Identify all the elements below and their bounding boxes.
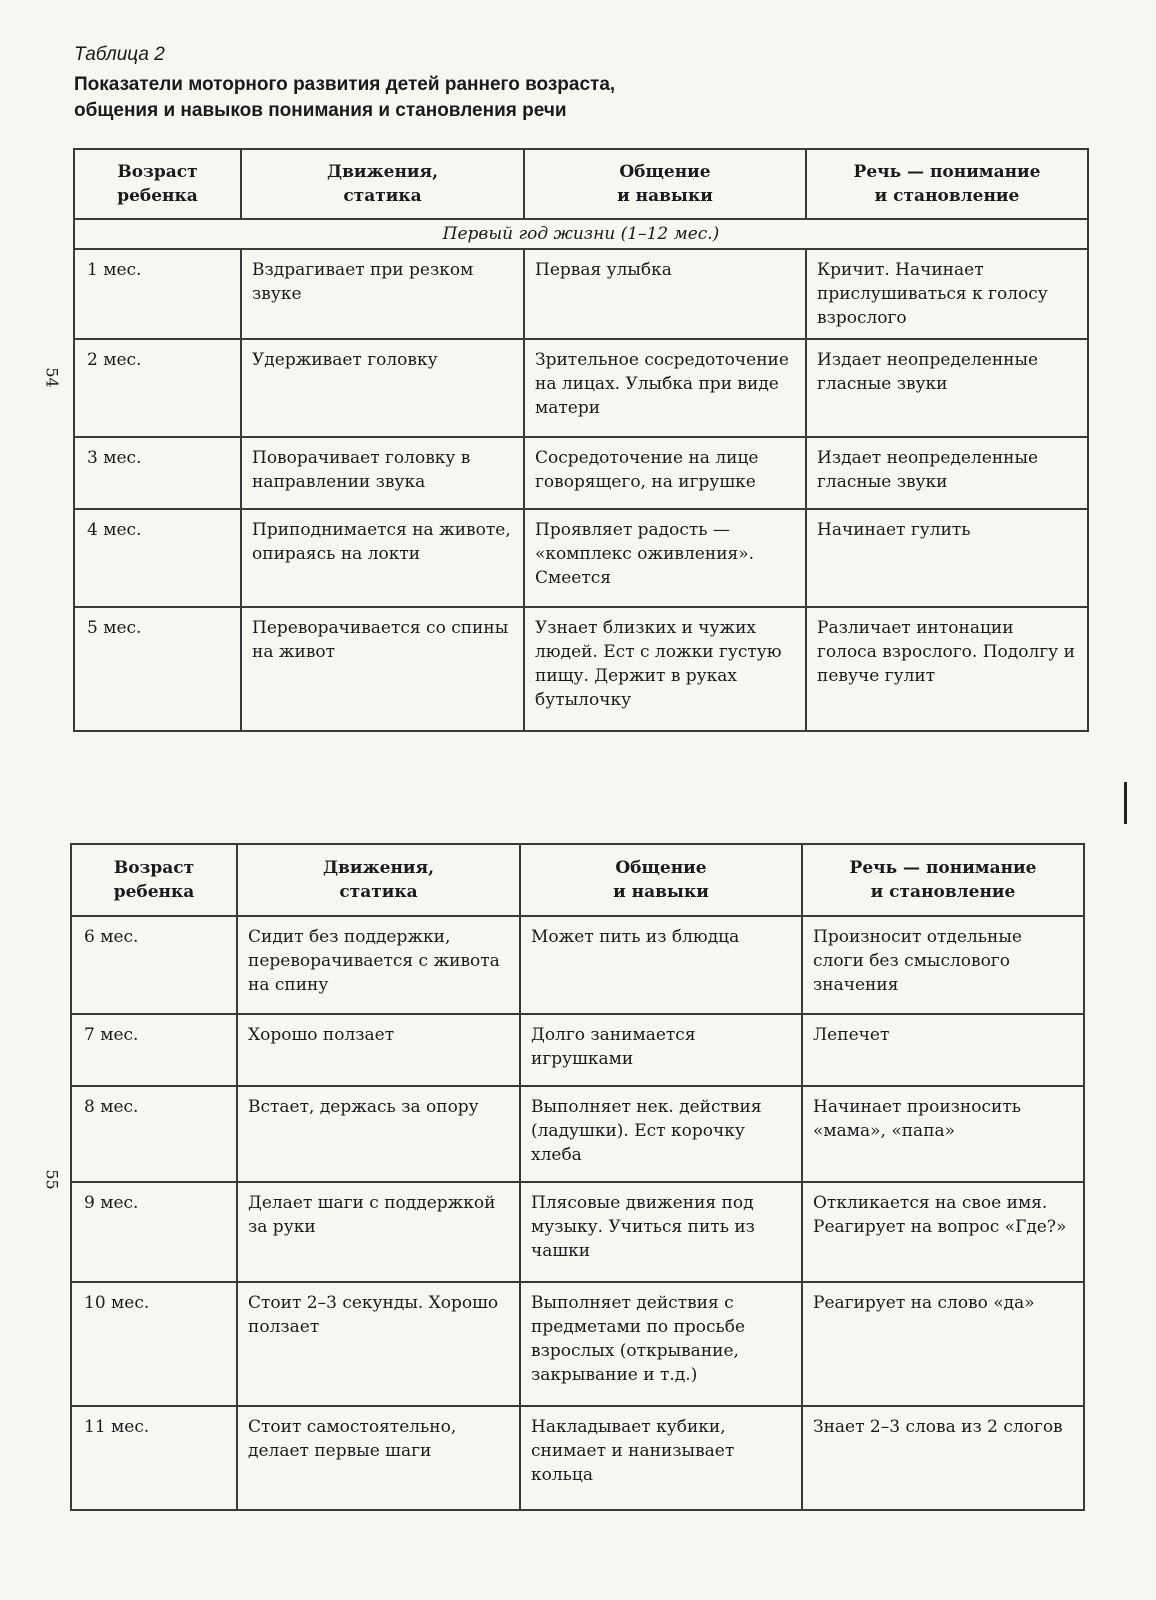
table-row bbox=[74, 339, 1088, 437]
header-movement: Движения, статика bbox=[241, 149, 524, 219]
table-row bbox=[71, 1182, 1084, 1282]
header-movement: Движения, статика bbox=[237, 844, 520, 916]
margin-mark bbox=[1124, 782, 1127, 824]
cell-communication: Первая улыбка bbox=[524, 249, 806, 339]
cell-communication: Долго занимается игрушками bbox=[520, 1014, 802, 1086]
cell-movement: Стоит самостоятельно, делает первые шаги bbox=[237, 1406, 520, 1510]
cell-movement: Хорошо ползает bbox=[237, 1014, 520, 1086]
cell-communication: Накладывает кубики, снимает и нанизывает кольца bbox=[520, 1406, 802, 1510]
cell-speech: Издает неопределенные гласные звуки bbox=[806, 437, 1088, 509]
cell-speech: Различает интонации голоса взрослого. Подолгу и певуче гулит bbox=[806, 607, 1088, 731]
cell-age: 4 мес. bbox=[74, 509, 241, 607]
header-communication: Общение и навыки bbox=[520, 844, 802, 916]
header-communication: Общение и навыки bbox=[524, 149, 806, 219]
cell-communication: Узнает близких и чужих людей. Ест с ложки густую пищу. Держит в руках бутылочку bbox=[524, 607, 806, 731]
title-line: Показатели моторного развития детей раннего возраста, bbox=[74, 74, 616, 95]
cell-communication: Выполняет нек. действия (ладушки). Ест корочку хлеба bbox=[520, 1086, 802, 1182]
cell-movement: Стоит 2–3 секунды. Хорошо ползает bbox=[237, 1282, 520, 1406]
table-row bbox=[74, 607, 1088, 731]
header-age: Возраст ребенка bbox=[74, 149, 241, 219]
cell-speech: Откликается на свое имя. Реагирует на вопрос «Где?» bbox=[802, 1182, 1084, 1282]
table-row bbox=[71, 1086, 1084, 1182]
table-row bbox=[71, 916, 1084, 1014]
table-title bbox=[74, 72, 774, 124]
cell-communication: Плясовые движения под музыку. Учиться пить из чашки bbox=[520, 1182, 802, 1282]
cell-speech: Знает 2–3 слова из 2 слогов bbox=[802, 1406, 1084, 1510]
table-row bbox=[71, 1406, 1084, 1510]
table-row bbox=[74, 249, 1088, 339]
cell-speech: Произносит отдельные слоги без смыслового значения bbox=[802, 916, 1084, 1014]
table-row bbox=[74, 509, 1088, 607]
cell-communication: Может пить из блюдца bbox=[520, 916, 802, 1014]
cell-communication: Проявляет радость — «комплекс оживления». Смеется bbox=[524, 509, 806, 607]
cell-speech: Кричит. Начинает прислушиваться к голосу взрослого bbox=[806, 249, 1088, 339]
table-row bbox=[71, 1014, 1084, 1086]
cell-speech: Начинает произносить «мама», «папа» bbox=[802, 1086, 1084, 1182]
header-speech: Речь — понимание и становление bbox=[802, 844, 1084, 916]
cell-age: 1 мес. bbox=[74, 249, 241, 339]
table-row bbox=[71, 1282, 1084, 1406]
cell-age: 5 мес. bbox=[74, 607, 241, 731]
cell-age: 11 мес. bbox=[71, 1406, 237, 1510]
table-caption: Таблица 2 bbox=[74, 44, 165, 65]
cell-age: 8 мес. bbox=[71, 1086, 237, 1182]
cell-communication: Зрительное сосредоточение на лицах. Улыбка при виде матери bbox=[524, 339, 806, 437]
cell-movement: Поворачивает головку в направлении звука bbox=[241, 437, 524, 509]
cell-communication: Сосредоточение на лице говорящего, на игрушке bbox=[524, 437, 806, 509]
cell-movement: Удерживает головку bbox=[241, 339, 524, 437]
cell-speech: Лепечет bbox=[802, 1014, 1084, 1086]
header-age: Возраст ребенка bbox=[71, 844, 237, 916]
cell-speech: Начинает гулить bbox=[806, 509, 1088, 607]
development-table-part1 bbox=[73, 148, 1089, 732]
cell-speech: Реагирует на слово «да» bbox=[802, 1282, 1084, 1406]
cell-movement: Делает шаги с поддержкой за руки bbox=[237, 1182, 520, 1282]
cell-movement: Приподнимается на животе, опираясь на локти bbox=[241, 509, 524, 607]
cell-age: 6 мес. bbox=[71, 916, 237, 1014]
table-row bbox=[74, 437, 1088, 509]
cell-movement: Встает, держась за опору bbox=[237, 1086, 520, 1182]
cell-age: 3 мес. bbox=[74, 437, 241, 509]
cell-movement: Вздрагивает при резком звуке bbox=[241, 249, 524, 339]
header-speech: Речь — понимание и становление bbox=[806, 149, 1088, 219]
cell-age: 10 мес. bbox=[71, 1282, 237, 1406]
cell-speech: Издает неопределенные гласные звуки bbox=[806, 339, 1088, 437]
page-number-top: 54 bbox=[42, 367, 62, 388]
development-table-part2 bbox=[70, 843, 1085, 1511]
cell-age: 9 мес. bbox=[71, 1182, 237, 1282]
title-line: общения и навыков понимания и становления речи bbox=[74, 100, 567, 121]
page-number-bottom: 55 bbox=[42, 1169, 62, 1190]
section-label: Первый год жизни (1–12 мес.) bbox=[74, 219, 1088, 249]
cell-age: 7 мес. bbox=[71, 1014, 237, 1086]
cell-movement: Переворачивается со спины на живот bbox=[241, 607, 524, 731]
cell-movement: Сидит без поддержки, переворачивается с живота на спину bbox=[237, 916, 520, 1014]
cell-age: 2 мес. bbox=[74, 339, 241, 437]
cell-communication: Выполняет действия с предметами по просьбе взрослых (открывание, закрывание и т.д.) bbox=[520, 1282, 802, 1406]
